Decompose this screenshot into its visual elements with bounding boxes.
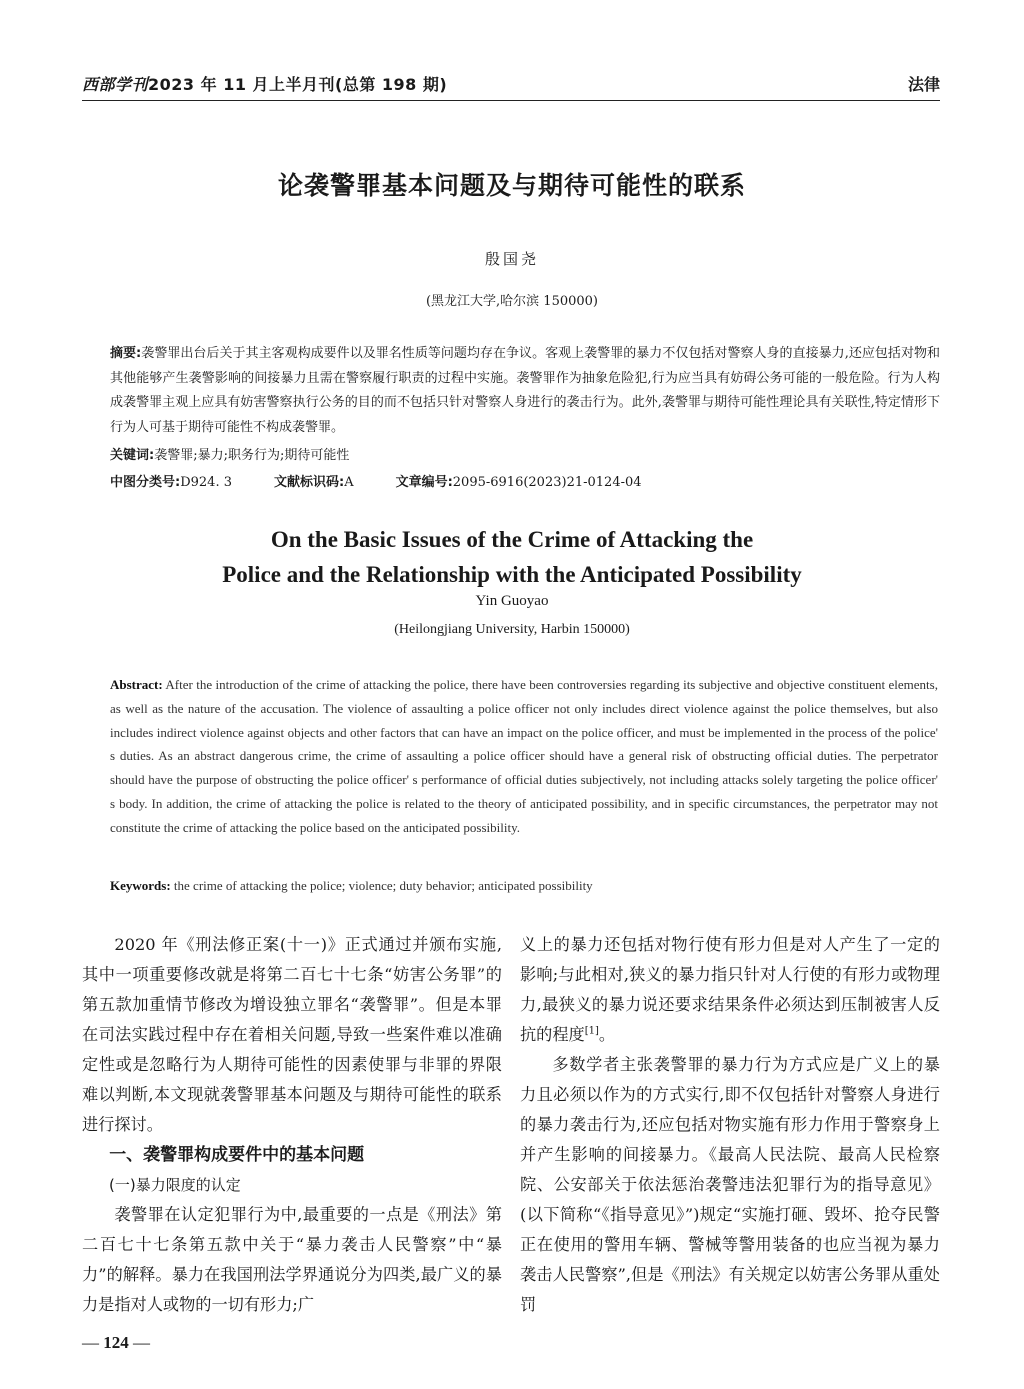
cn-title: 论袭警罪基本问题及与期待可能性的联系 — [277, 171, 746, 200]
cn-abstract — [110, 342, 940, 440]
en-abstract — [110, 673, 938, 840]
citation-ref[interactable]: [1] — [584, 1025, 599, 1037]
cn-author: 殷国尧 — [484, 250, 539, 268]
page-number-value: 124 — [103, 1333, 129, 1352]
cn-abstract-label: 摘要: — [110, 346, 142, 361]
journal-header — [82, 72, 447, 95]
en-author: Yin Guoyao — [475, 593, 549, 609]
journal-logo: 西部学刊 — [82, 75, 149, 94]
body-text: 义上的暴力还包括对物行使有形力但是对人产生了一定的影响;与此相对,狭义的暴力指只针对人行使的有形力或物理力,最狭义的暴力说还要求结果条件必须达到压制被害人反抗的程度 — [520, 935, 940, 1044]
section-label: 法律 — [907, 75, 940, 94]
subsection-heading: (一)暴力限度的认定 — [109, 1176, 241, 1194]
en-keywords — [110, 878, 593, 894]
en-keywords-label: Keywords: — [110, 878, 171, 893]
body-paragraph: 袭警罪在认定犯罪行为中,最重要的一点是《刑法》第二百七十七条第五款中关于“暴力袭击人民警察”中“暴力”的解释。暴力在我国刑法学界通说分为四类,最广义的暴力是指对人或物的一切有形力;广 — [82, 1205, 502, 1314]
clc-label: 中图分类号: — [110, 475, 181, 490]
doc-code-label: 文献标识码: — [273, 475, 345, 490]
journal-issue: 2023 年 11 月上半月刊(总第 198 期) — [148, 75, 448, 94]
article-no-label: 文章编号: — [395, 475, 453, 490]
en-affiliation: (Heilongjiang University, Harbin 150000) — [394, 622, 630, 637]
en-abstract-text: After the introduction of the crime of attacking the police, there have been controversies regarding its subjective and objective constituent elements, as well as the nature of the accusation. The violence of assaulting a police officer not only includes direct violence against the police themselves, but also includes indirect violence against objects and other factors that can have an impact on the police officer, and must be implemented in the process of the police' s duties. As an abstract dangerous crime, the crime of assaulting a police officer should have a general risk of obstructing official duties. The perpetrator should have the purpose of obstructing the police officer' s performance of official duties subjectively, not including attacks solely targeting the police officer' s body. In addition, the crime of attacking the police is related to the theory of anticipated possibility, and in specific circumstances, the perpetrator may not constitute the crime of attacking the police based on the anticipated possibility. — [110, 677, 938, 835]
section-heading: 一、袭警罪构成要件中的基本问题 — [109, 1145, 365, 1165]
header-rule — [82, 100, 940, 101]
en-title-line1: On the Basic Issues of the Crime of Attacking the — [270, 527, 754, 552]
en-title-line2: Police and the Relationship with the Anticipated Possibility — [222, 562, 802, 587]
en-title — [0, 522, 1024, 592]
article-no-value: 2095-6916(2023)21-0124-04 — [452, 475, 642, 490]
body-right-column — [520, 930, 940, 1320]
cn-abstract-text: 袭警罪出台后关于其主客观构成要件以及罪名性质等问题均存在争议。客观上袭警罪的暴力不仅包括对警察人身的直接暴力,还应包括对物和其他能够产生袭警影响的间接暴力且需在警察履行职责的过程中实施。袭警罪作为抽象危险犯,行为应当具有妨碍公务可能的一般危险。行为人构成袭警罪主观上应具有妨害警察执行公务的目的而不包括只针对警察人身进行的袭击行为。此外,袭警罪与期待可能性理论具有关联性,特定情形下行为人可基于期待可能性不构成袭警罪。 — [110, 346, 941, 435]
cn-meta — [110, 471, 642, 490]
clc-value: D924. 3 — [180, 475, 232, 490]
body-paragraph: 多数学者主张袭警罪的暴力行为方式应是广义上的暴力且必须以作为的方式实行,即不仅包括针对警察人身进行的暴力袭击行为,还应包括对物实施有形力作用于警察身上并产生影响的间接暴力。《最高人民法院、最高人民检察院、公安部关于依法惩治袭警违法犯罪行为的指导意见》(以下简称“《指导意见》”)规定“实施打砸、毁坏、抢夺民警正在使用的警用车辆、警械等警用装备的也应当视为暴力袭击人民警察”,但是《刑法》有关规定以妨害公务罪从重处罚 — [520, 1055, 940, 1314]
en-keywords-text: the crime of attacking the police; violence; duty behavior; anticipated possibility — [173, 878, 593, 893]
cn-keywords-label: 关键词: — [110, 448, 155, 463]
en-abstract-label: Abstract: — [110, 677, 163, 692]
body-paragraph: 2020 年《刑法修正案(十一)》正式通过并颁布实施,其中一项重要修改就是将第二百七十七条“妨害公务罪”的第五款加重情节修改为增设独立罪名“袭警罪”。但是本罪在司法实践过程中存在着相关问题,导致一些案件难以准确定性或是忽略行为人期待可能性的因素使罪与非罪的界限难以判断,本文现就袭警罪基本问题及与期待可能性的联系进行探讨。 — [82, 935, 502, 1134]
body-text-end: 。 — [598, 1025, 616, 1044]
page-number: — 124 — — [82, 1333, 150, 1352]
cn-keywords — [110, 444, 349, 463]
doc-code-value: A — [344, 475, 354, 490]
body-left-column — [82, 930, 502, 1320]
cn-keywords-text: 袭警罪;暴力;职务行为;期待可能性 — [154, 448, 350, 463]
body-paragraph-continued — [520, 930, 940, 1050]
cn-affiliation: (黑龙江大学,哈尔滨 150000) — [425, 294, 599, 309]
